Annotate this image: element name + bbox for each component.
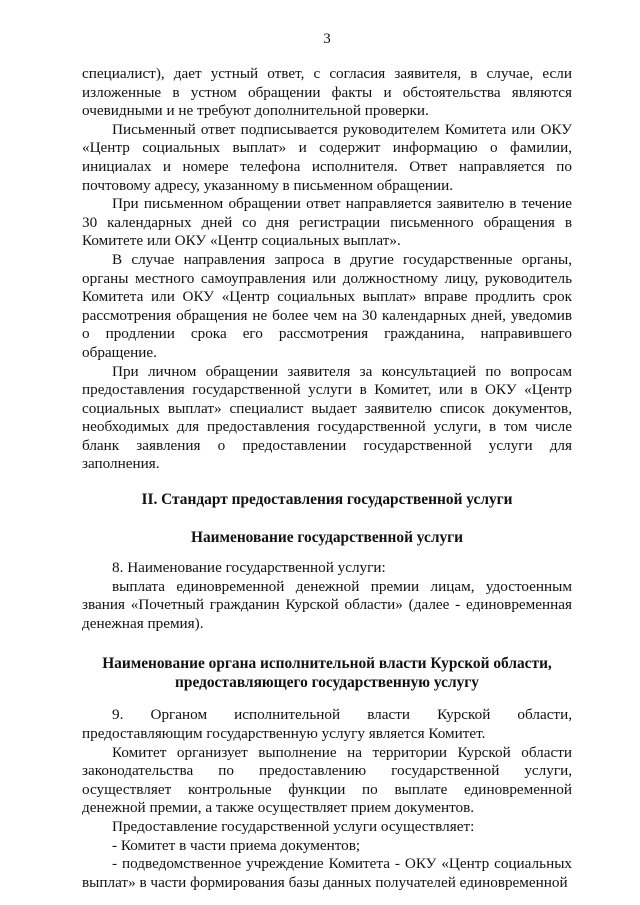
section-heading-standard: II. Стандарт предоставления государственной услуги xyxy=(141,491,513,509)
page-number: 3 xyxy=(323,31,331,47)
paragraph-provision-intro: Предоставление государственной услуги осуществляет: xyxy=(112,818,475,835)
paragraph-oral-answer: специалист), дает устный ответ, с согласия заявителя, в случае, если изложенные в устном обращении факты и обстоятельства являются очевидными и не требуют дополнительной проверки. xyxy=(82,65,572,120)
subheading-authority xyxy=(82,654,572,692)
subheading-service-name: Наименование государственной услуги xyxy=(190,529,464,547)
subheading-authority-line-1: Наименование органа исполнительной власти Курской области, xyxy=(102,655,552,673)
paragraph-extension: В случае направления запроса в другие государственные органы, органы местного самоуправления или должностному лицу, руководитель Комитета или ОКУ «Центр социальных выплат» вправе продлить срок рассмотрения обращения не более чем на 30 календарных дней, уведомив о продлении срока его рассмотрения гражданина, направившего обращение. xyxy=(82,250,572,361)
paragraph-written-answer: Письменный ответ подписывается руководителем Комитета или ОКУ «Центр социальных выплат» и содержит информацию о фамилии, инициалах и номере телефона исполнителя. Ответ направляется по почтовому адресу, указанному в письменном обращении. xyxy=(82,120,572,194)
list-item-subordinate: - подведомственное учреждение Комитета - ОКУ «Центр социальных выплат» в части формирования базы данных получателей единовременной xyxy=(82,855,572,891)
document-page xyxy=(82,30,572,892)
paragraph-item-8: 8. Наименование государственной услуги: xyxy=(112,559,386,577)
paragraph-personal-visit: При личном обращении заявителя за консультацией по вопросам предоставления государственной услуги в Комитет, или в ОКУ «Центр социальных выплат» специалист выдает заявителю список документов, необходимых для предоставления государственной услуги, в том числе бланк заявления о предоставлении государственной услуги для заполнения. xyxy=(82,362,572,473)
paragraph-committee-role: Комитет организует выполнение на территории Курской области законодательства по предоставлению государственной услуги, осуществляет контрольные функции по выплате единовременной денежной премии, а также осуществляет прием документов. xyxy=(82,743,572,817)
subheading-authority-line-2: предоставляющего государственную услугу xyxy=(175,674,479,692)
paragraph-item-9: 9. Органом исполнительной власти Курской области, предоставляющим государственную услугу является Комитет. xyxy=(82,706,572,743)
paragraph-service-description: выплата единовременной денежной премии лицам, удостоенным звания «Почетный гражданин Курской области» (далее - единовременная денежная премия). xyxy=(82,577,572,632)
paragraph-response-term: При письменном обращении ответ направляется заявителю в течение 30 календарных дней со дня регистрации письменного обращения в Комитете или ОКУ «Центр социальных выплат». xyxy=(82,195,572,250)
list-item-committee: - Комитет в части приема документов; xyxy=(112,836,361,854)
